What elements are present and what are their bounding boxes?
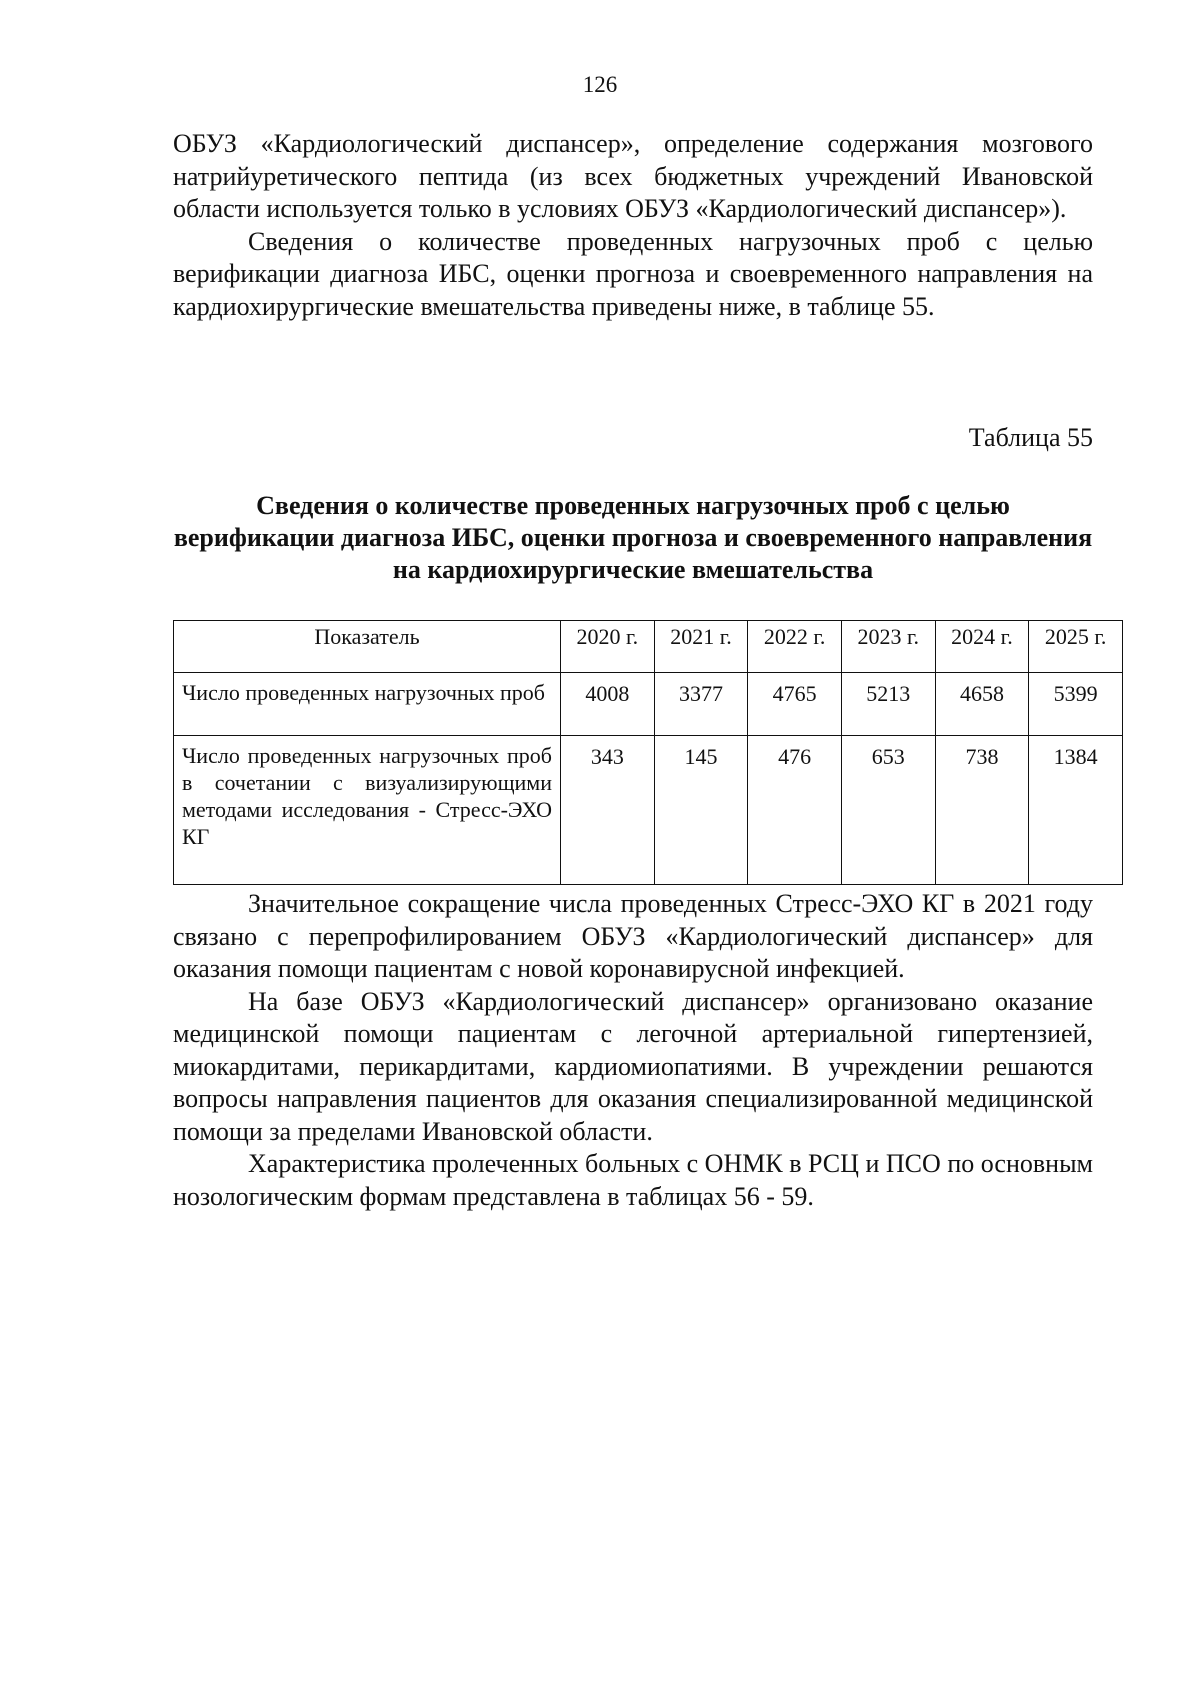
table-cell: 145 [654, 736, 748, 885]
header-year: 2020 г. [561, 621, 655, 673]
intro-text [173, 128, 1093, 323]
table-cell: 3377 [654, 673, 748, 736]
paragraph: ОБУЗ «Кардиологический диспансер», определение содержания мозгового натрийуретического пептида (из всех бюджетных учреждений Ивановской области используется только в условиях ОБУЗ «Кардиологический диспансер»). [173, 129, 1093, 223]
table-cell: 343 [561, 736, 655, 885]
table-cell: 5399 [1029, 673, 1123, 736]
table-cell: 476 [748, 736, 842, 885]
header-indicator: Показатель [174, 621, 561, 673]
table-cell: 653 [841, 736, 935, 885]
table-title: Сведения о количестве проведенных нагрузочных проб с целью верификации диагноза ИБС, оценки прогноза и своевременного направления на кардиохирургические вмешательства [173, 491, 1093, 584]
table-cell: 4658 [935, 673, 1029, 736]
table-cell: 738 [935, 736, 1029, 885]
body-text [173, 888, 1093, 1213]
table-row [174, 736, 1123, 885]
header-year: 2022 г. [748, 621, 842, 673]
paragraph: Значительное сокращение числа проведенных Стресс-ЭХО КГ в 2021 году связано с перепрофилированием ОБУЗ «Кардиологический диспансер» для оказания помощи пациентам с новой коронавирусной инфекцией. [173, 889, 1093, 983]
table-caption: Таблица 55 [968, 423, 1093, 452]
table-cell: 1384 [1029, 736, 1123, 885]
table-header-row [174, 621, 1123, 673]
header-year: 2025 г. [1029, 621, 1123, 673]
data-table [173, 620, 1123, 885]
header-year: 2024 г. [935, 621, 1029, 673]
header-year: 2021 г. [654, 621, 748, 673]
table-cell: 4765 [748, 673, 842, 736]
table-cell: 5213 [841, 673, 935, 736]
paragraph: Характеристика пролеченных больных с ОНМК в РСЦ и ПСО по основным нозологическим формам представлена в таблицах 56 - 59. [173, 1149, 1093, 1211]
row-label: Число проведенных нагрузочных проб [174, 673, 561, 736]
page-number: 126 [582, 72, 618, 97]
header-year: 2023 г. [841, 621, 935, 673]
paragraph: На базе ОБУЗ «Кардиологический диспансер» организовано оказание медицинской помощи пациентам с легочной артериальной гипертензией, миокардитами, перикардитами, кардиомиопатиями. В учреждении решаются вопросы направления пациентов для оказания специализированной медицинской помощи за пределами Ивановской области. [173, 986, 1093, 1146]
table-row [174, 673, 1123, 736]
paragraph: Сведения о количестве проведенных нагрузочных проб с целью верификации диагноза ИБС, оценки прогноза и своевременного направления на кардиохирургические вмешательства приведены ниже, в таблице 55. [173, 226, 1093, 321]
table-cell: 4008 [561, 673, 655, 736]
row-label: Число проведенных нагрузочных проб в сочетании с визуализирующими методами исследования - Стресс-ЭХО КГ [174, 736, 561, 885]
